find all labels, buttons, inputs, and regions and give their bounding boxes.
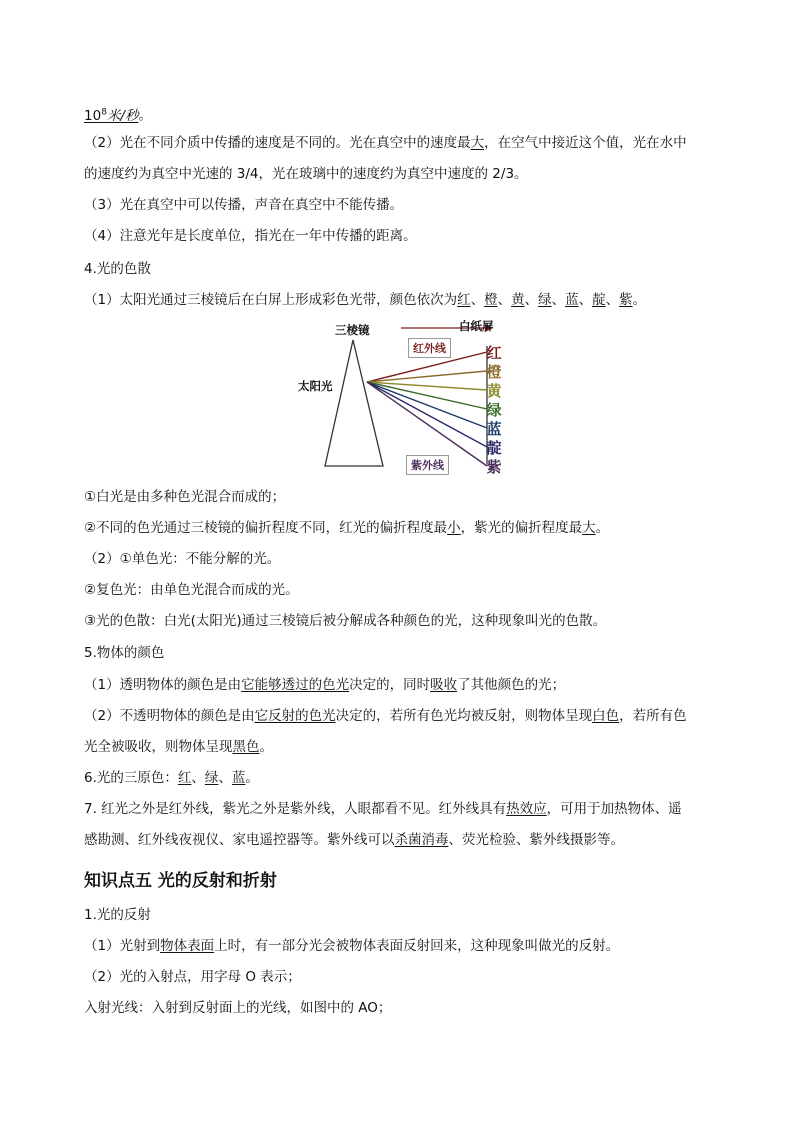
p6-a: （1）太阳光通过三棱镜后在白屏上形成彩色光带，颜色依次为 [84, 292, 458, 308]
color-red: 红 [457, 292, 471, 308]
paragraph-ir-uv-cont [84, 830, 624, 850]
spectrum-blue: 蓝 [486, 420, 502, 438]
p13-c: 了其他颜色的光； [457, 677, 566, 693]
ray-violet [367, 382, 487, 466]
speed-base: 10 [84, 107, 102, 124]
speed-unit: 米/秒 [106, 107, 139, 124]
paragraph-incident-ray: 入射光线：入射到反射面上的光线，如图中的 AO； [84, 1000, 392, 1016]
p17-a: 7. 红光之外是红外线，紫光之外是紫外线，人眼都看不见。红外线具有 [84, 801, 507, 817]
p14-c: ，若所有色 [619, 708, 687, 724]
p13-b: 决定的，同时 [349, 677, 431, 693]
p18-underline: 杀菌消毒 [394, 832, 449, 848]
speed-of-light-tail [84, 102, 152, 126]
color-violet: 紫 [619, 292, 633, 308]
paragraph-incidence-point: （2）光的入射点，用字母 O 表示； [84, 969, 301, 985]
paragraph-monochromatic: （2）①单色光：不能分解的光。 [84, 551, 281, 567]
sep: 、 [551, 292, 566, 308]
p13-underline-1: 它能够透过的色光 [241, 677, 350, 693]
primary-red: 红 [177, 770, 192, 786]
paragraph-reflection-def [84, 936, 619, 956]
paragraph-speed-ratio: 的速度约为真空中光速的 3/4，光在玻璃中的速度约为真空中速度的 2/3。 [84, 166, 528, 182]
p1-b: ，在空气中接近这个值，光在水中 [484, 135, 687, 151]
p18-a: 感勘测、红外线夜视仪、家电遥控器等。紫外线可以 [84, 832, 395, 848]
p17-underline: 热效应 [506, 801, 547, 817]
speed-number [84, 108, 138, 124]
prism-label: 三棱镜 [335, 323, 370, 337]
p16-a: 6.光的三原色： [84, 770, 178, 786]
p13-underline-2: 吸收 [430, 677, 458, 693]
color-indigo: 靛 [592, 292, 606, 308]
color-yellow: 黄 [511, 292, 525, 308]
color-blue: 蓝 [565, 292, 579, 308]
heading-dispersion: 4.光的色散 [84, 261, 151, 277]
speed-end: 。 [138, 107, 152, 124]
sep: 、 [497, 292, 512, 308]
paragraph-white-light: ①白光是由多种色光混合而成的； [84, 489, 286, 505]
p13-a: （1）透明物体的颜色是由 [84, 677, 242, 693]
paragraph-ir-uv [84, 799, 682, 819]
speed-exponent: 8 [101, 107, 107, 117]
paragraph-primary-colors [84, 768, 259, 788]
spectrum-green: 绿 [486, 401, 502, 419]
primary-green: 绿 [204, 770, 219, 786]
paragraph-light-year: （4）注意光年是长度单位，指光在一年中传播的距离。 [84, 228, 417, 244]
p20-b: 上时，有一部分光会被物体表面反射回来，这种现象叫做光的反射。 [214, 938, 620, 954]
p8-b: ，紫光的偏折程度最 [460, 520, 583, 536]
paragraph-speed-media [84, 133, 687, 153]
p18-b: 、荧光检验、紫外线摄影等。 [448, 832, 624, 848]
p20-a: （1）光射到 [84, 938, 161, 954]
sep: 、 [524, 292, 539, 308]
p8-underline-2: 大 [582, 520, 596, 536]
prism-shape [325, 340, 383, 466]
p15-b: 。 [259, 739, 273, 755]
primary-blue: 蓝 [231, 770, 246, 786]
prism-dispersion-figure [295, 316, 525, 482]
paragraph-opaque-cont [84, 737, 273, 757]
spectrum-yellow: 黄 [486, 382, 502, 400]
paragraph-dispersion-def: ③光的色散：白光(太阳光)通过三棱镜后被分解成各种颜色的光，这种现象叫光的色散。 [84, 613, 607, 629]
infrared-label: 红外线 [408, 338, 451, 358]
p1-underline: 大 [470, 135, 485, 151]
color-green: 绿 [538, 292, 552, 308]
paragraph-opaque [84, 706, 687, 726]
ray-indigo [367, 382, 487, 447]
p8-underline-1: 小 [447, 520, 461, 536]
screen-label: 白纸屏 [459, 319, 494, 333]
p14-underline-1: 它反射的色光 [254, 708, 336, 724]
spectrum-red: 红 [486, 344, 502, 362]
spectrum-indigo: 靛 [486, 439, 502, 457]
section-heading-reflection: 知识点五 光的反射和折射 [84, 871, 277, 891]
heading-reflection: 1.光的反射 [84, 907, 151, 923]
ultraviolet-label: 紫外线 [406, 455, 449, 475]
paragraph-deflection [84, 518, 609, 538]
p8-a: ②不同的色光通过三棱镜的偏折程度不同，红光的偏折程度最 [84, 520, 448, 536]
p1-a: （2）光在不同介质中传播的速度是不同的。光在真空中的速度最 [84, 135, 471, 151]
p16-b: 。 [245, 770, 259, 786]
p15-a: 光全被吸收，则物体呈现 [84, 739, 233, 755]
ray-orange [367, 371, 487, 382]
dispersion-rays [367, 352, 487, 466]
paragraph-transparent [84, 675, 565, 695]
p20-underline: 物体表面 [160, 938, 215, 954]
heading-object-color: 5.物体的颜色 [84, 645, 165, 661]
sep: 、 [191, 770, 205, 786]
p14-b: 决定的，若所有色光均被反射，则物体呈现 [335, 708, 593, 724]
p14-a: （2）不透明物体的颜色是由 [84, 708, 255, 724]
p15-underline: 黑色 [232, 739, 260, 755]
sep: 、 [470, 292, 485, 308]
spectrum-violet: 紫 [486, 458, 502, 476]
paragraph-spectrum-order [84, 290, 646, 310]
p6-end: 。 [632, 292, 647, 308]
p8-c: 。 [595, 520, 610, 536]
sun-label: 太阳光 [298, 379, 333, 393]
sep: 、 [605, 292, 620, 308]
sep: 、 [218, 770, 232, 786]
paragraph-vacuum: （3）光在真空中可以传播，声音在真空中不能传播。 [84, 197, 404, 213]
p17-b: ，可用于加热物体、遥 [546, 801, 682, 817]
p14-underline-2: 白色 [592, 708, 620, 724]
sep: 、 [578, 292, 593, 308]
paragraph-polychromatic: ②复色光：由单色光混合而成的光。 [84, 582, 299, 598]
color-orange: 橙 [484, 292, 498, 308]
spectrum-orange: 橙 [486, 363, 502, 381]
